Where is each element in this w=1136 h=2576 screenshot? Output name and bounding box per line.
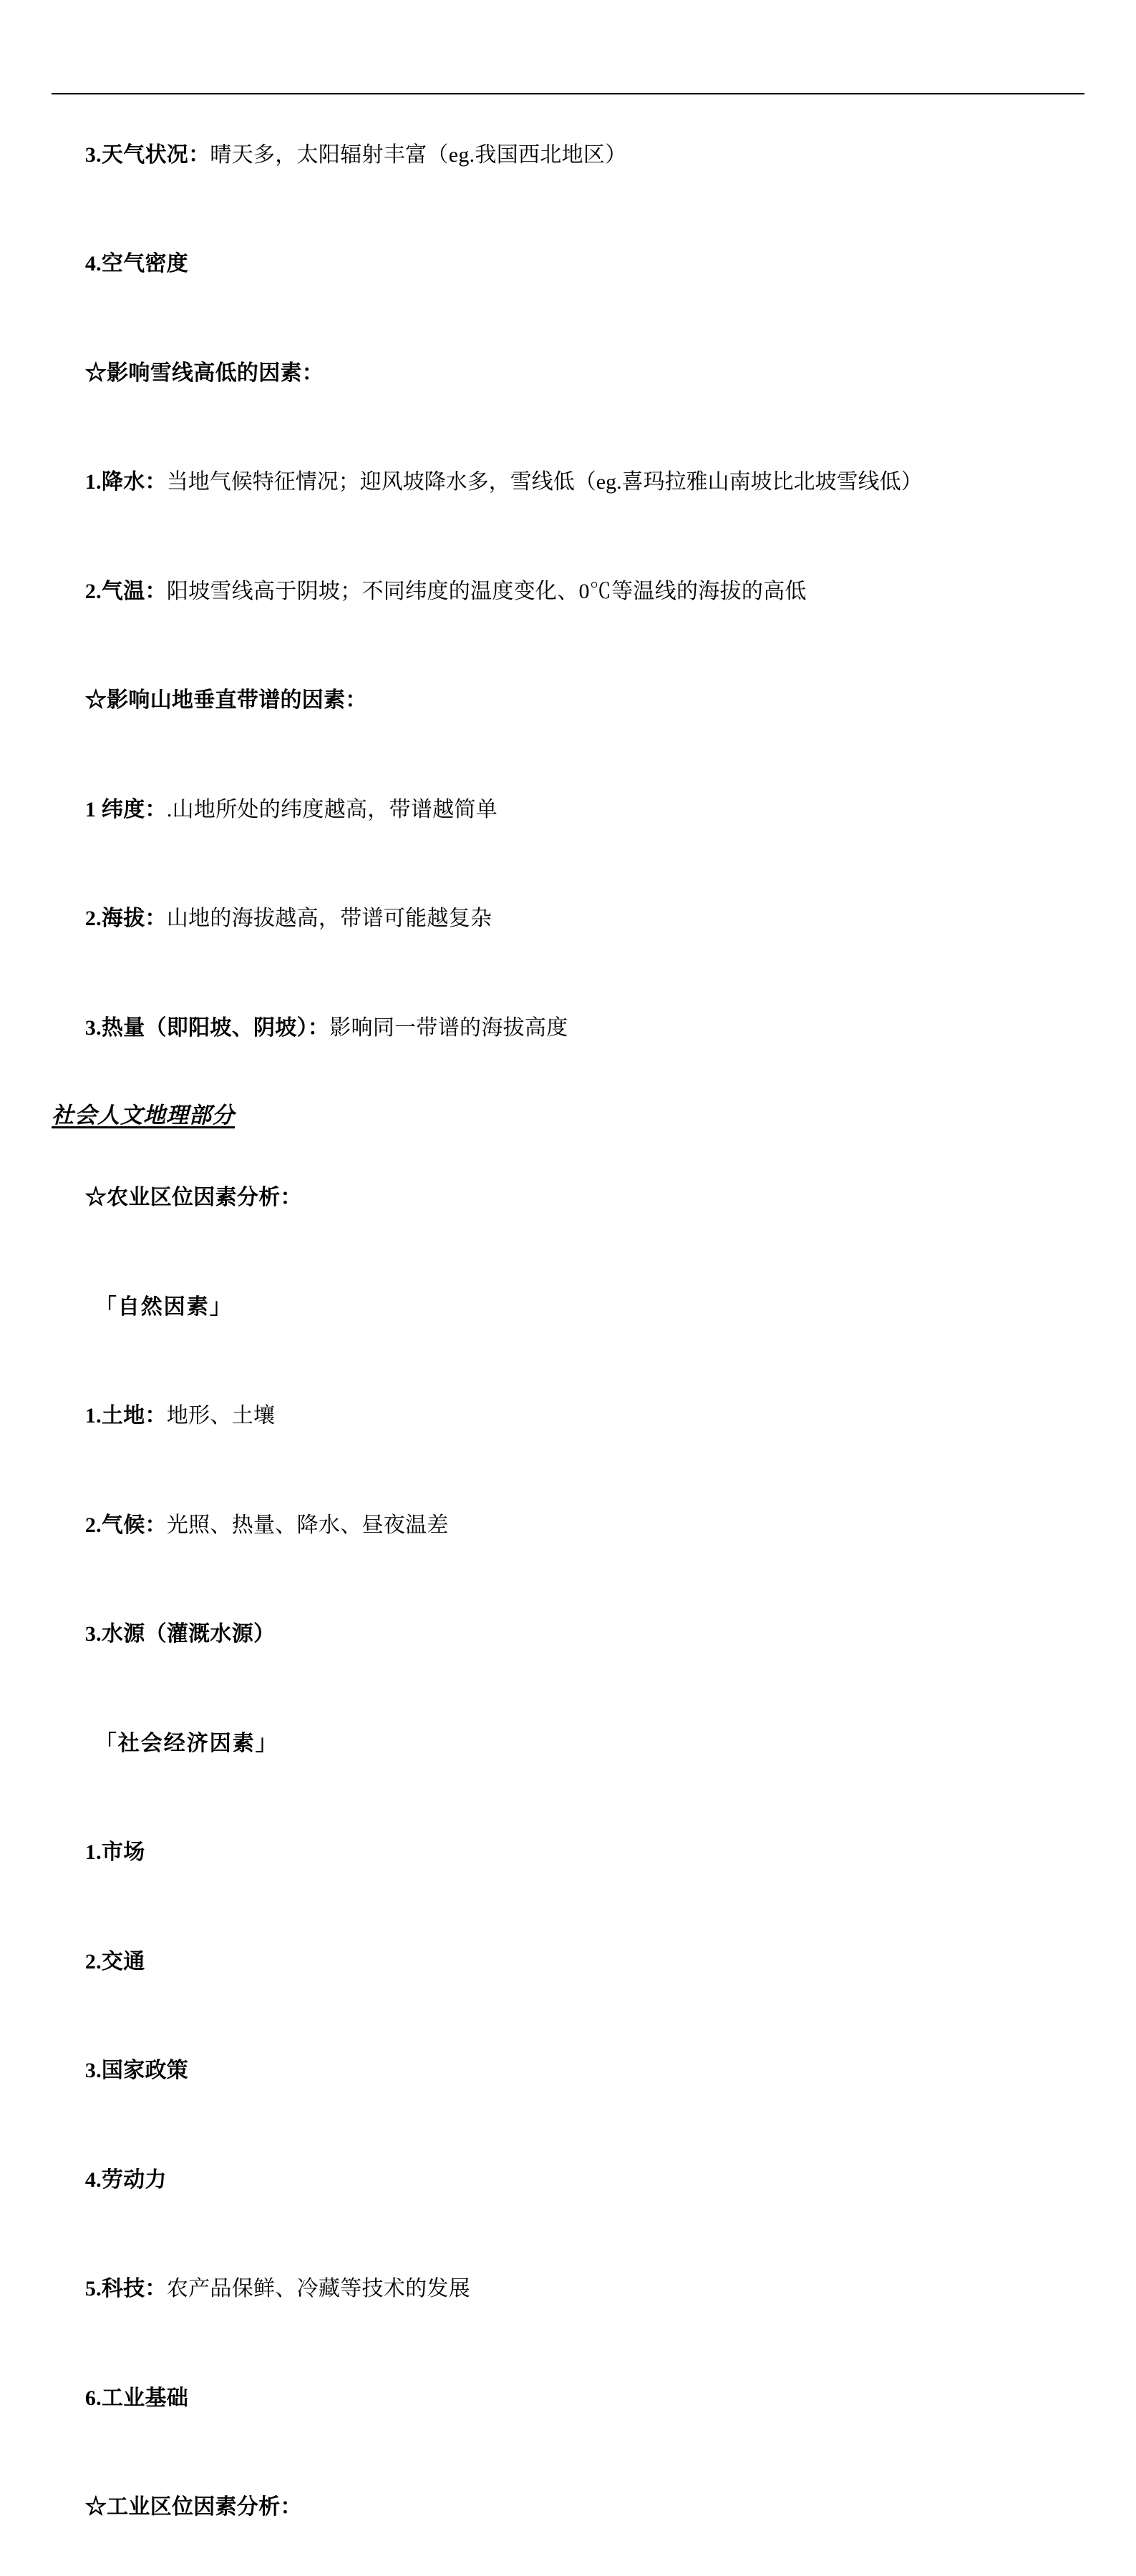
star-heading [52,660,1089,741]
text-line [52,879,1089,960]
text-line [52,551,1089,632]
text-line [52,1485,1089,1566]
line-label: 1.土地： [84,1404,167,1428]
section-title: 社会人文地理部分 [52,1102,235,1128]
line-label: 4.空气密度 [84,252,189,275]
star-heading-label: ☆影响山地垂直带谱的因素： [84,688,367,712]
line-text: .山地所处的纬度越高，带谱越简单 [166,797,498,821]
text-line [52,2031,1089,2112]
line-text: 当地气候特征情况；迎风坡降水多，雪线低（eg.喜玛拉雅山南坡比北坡雪线低） [166,470,923,494]
line-text: 阳坡雪线高于阴坡；不同纬度的温度变化、0℃等温线的海拔的高低 [166,579,807,603]
line-text: 影响同一带谱的海拔高度 [329,1015,568,1040]
text-line [52,114,1089,195]
text-line [52,224,1089,305]
line-label: 2.交通 [84,1949,145,1974]
subsection-heading [52,1703,1089,1784]
line-label: 6.工业基础 [84,2386,189,2410]
text-line [52,987,1089,1068]
line-text: 晴天多，太阳辐射丰富（eg.我国西北地区） [210,142,627,167]
line-label: 2.气温： [84,579,167,603]
star-heading [52,2467,1089,2548]
text-line [52,2249,1089,2330]
line-text: 地形、土壤 [166,1404,276,1428]
header-rule [52,93,1084,94]
line-label: 3.热量（即阳坡、阴坡）： [84,1015,330,1040]
line-text: 光照、热量、降水、昼夜温差 [166,1513,449,1537]
text-line [52,1813,1089,1893]
text-line [52,2358,1089,2439]
line-label: 3.国家政策 [84,2059,189,2082]
line-label: 5.科技： [84,2277,167,2301]
subsection-label: 「社会经济因素」 [94,1731,278,1755]
star-heading-label: ☆农业区位因素分析： [84,1186,302,1209]
line-label: 1.市场 [84,1840,145,1864]
line-label: 2.海拔： [84,907,167,930]
line-text: 农产品保鲜、冷藏等技术的发展 [166,2277,471,2301]
line-label: 2.气候： [84,1513,167,1537]
line-label: 4.劳动力 [84,2167,167,2192]
line-label: 3.水源（灌溉水源） [84,1622,276,1646]
line-label: 3.天气状况： [84,142,210,167]
star-heading [52,1158,1089,1239]
text-line [52,442,1089,523]
line-label: 1.降水： [84,470,167,494]
line-label: 1 纬度： [84,797,167,821]
text-line [52,1594,1089,1675]
text-line [52,2140,1089,2220]
text-line [52,769,1089,850]
subsection-label: 「自然因素」 [94,1294,233,1319]
star-heading-label: ☆工业区位因素分析： [84,2495,302,2519]
document-body [52,93,1089,2576]
text-line [52,1376,1089,1457]
subsection-heading [52,1267,1089,1347]
star-heading-label: ☆影响雪线高低的因素： [84,361,324,385]
text-line [52,1921,1089,2002]
star-heading [52,333,1089,414]
line-text: 山地的海拔越高，带谱可能越复杂 [166,907,492,930]
